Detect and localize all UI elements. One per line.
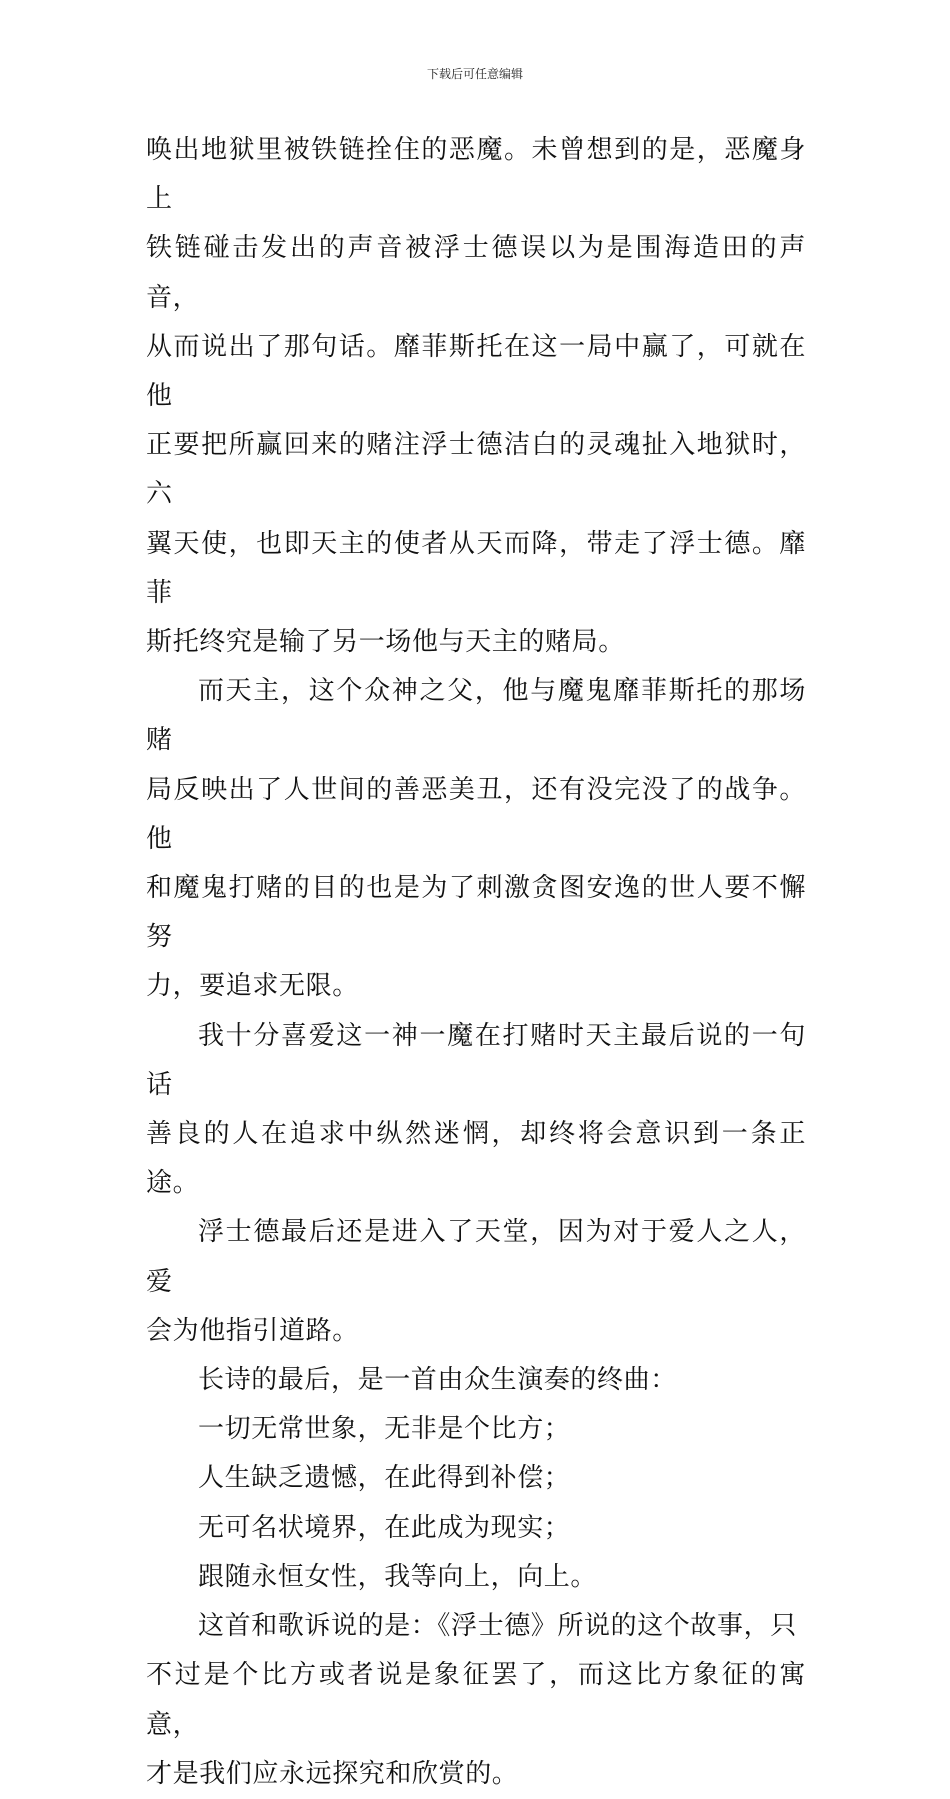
paragraph: 唤出地狱里被铁链拴住的恶魔。未曾想到的是，恶魔身上 铁链碰击发出的声音被浮士德误以为是围海造田的声音， 从而说出了那句话。靡菲斯托在这一局中赢了，可就在他 正要把所赢回来的赌注浮士德洁白的灵魂扯入地狱时，六 翼天使，也即天主的使者从天而降，带走了浮士德。靡菲 斯托终究是输了另一场他与天主的赌局。 [146,135,806,658]
page-header: 下载后可任意编辑 [426,67,523,81]
paragraph: 而天主，这个众神之父，他与魔鬼靡菲斯托的那场赌 局反映出了人世间的善恶美丑，还有没完没了的战争。他 和魔鬼打赌的目的也是为了刺激贪图安逸的世人要不懈努 力，要追求无限。 [146,676,806,1002]
poem-line: 跟随永恒女性，我等向上，向上。 [198,1561,598,1592]
paragraph: 这首和歌诉说的是：《浮士德》所说的这个故事，只 不过是个比方或者说是象征罢了，而这比方象征的寓意， 才是我们应永远探究和欣赏的。 [146,1611,806,1789]
paragraph: 浮士德最后还是进入了天堂，因为对于爱人之人，爱 会为他指引道路。 [146,1217,806,1346]
poem-line: 一切无常世象，无非是个比方； [198,1414,571,1445]
poem-line: 人生缺乏遗憾，在此得到补偿； [198,1463,571,1494]
paragraph: 长诗的最后，是一首由众生演奏的终曲： [198,1365,677,1396]
paragraph: 我十分喜爱这一神一魔在打赌时天主最后说的一句话 善良的人在追求中纵然迷惘，却终将会意识到一条正途。 [146,1020,806,1199]
poem-line: 无可名状境界，在此成为现实； [198,1512,571,1543]
document-body [146,126,806,1799]
